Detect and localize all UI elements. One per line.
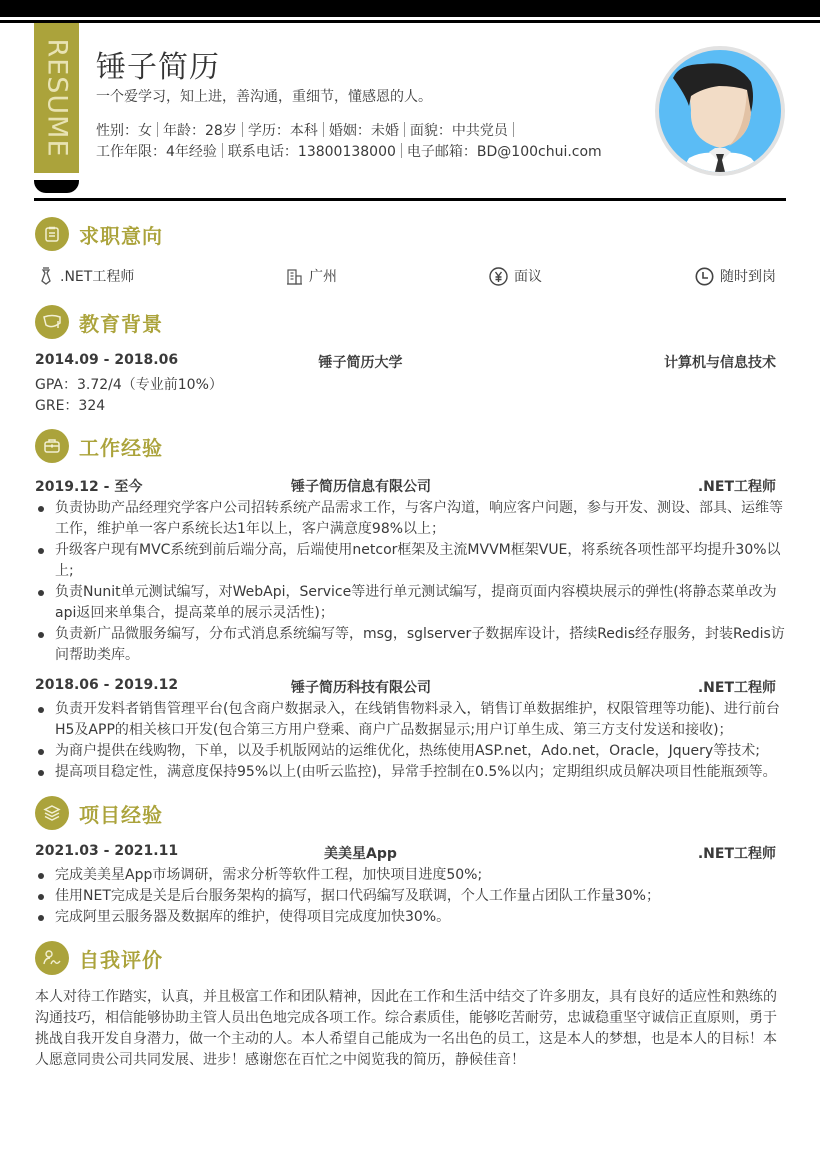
section-icon-badge [35, 941, 69, 975]
work-company: 锤子简历科技有限公司 [291, 680, 431, 696]
clipboard-icon [43, 225, 61, 243]
project-bullets [35, 865, 785, 928]
project-name: 美美星App [324, 846, 397, 862]
self-eval-text: 本人对待工作踏实，认真，并且极富工作和团队精神，因此在工作和生活中结交了许多朋友，具有良好的适应性和熟练的沟通技巧，相信能够协助主管人员出色地完成各项工作。综合素质佳，能够吃苦耐劳，忠诚稳重坚守诚信正直原则，勇于挑战自我开发自身潜力，做一个主动的人。本人希望自己能成为一名出色的员工，这是本人的梦想，也是本人的目标！本人愿意同贵公司共同发展、进步！感谢您在百忙之中阅览我的简历，静候佳音！ [35, 989, 777, 1068]
list-item: 负责协助产品经理究学客户公司招转系统产品需求工作，与客户沟道，响应客户问题，参与开发、测设、部具、运维等工作，维护单一客户系统长达1年以上，客户满意度98%以上； [35, 498, 785, 540]
education-gpa: GPA：3.72/4（专业前10%） [35, 377, 223, 393]
section-icon-badge [35, 217, 69, 251]
project-role: .NET工程师 [697, 846, 776, 862]
info-experience: 工作年限：4年经验 [96, 144, 217, 160]
intent-salary [489, 266, 542, 286]
list-item: 佳用NET完成是关是后台服务架构的搞写，据口代码编写及联调，个人工作量占团队工作量30%； [35, 886, 785, 907]
work-row-1 [35, 476, 776, 496]
divider [404, 122, 405, 137]
list-item: 升级客户现有MVC系统到前后端分高，后端使用netcor框架及主流MVVM框架VUE，将系统各项性部平均提升30%以上; [35, 540, 785, 582]
intent-availability-label: 随时到岗 [720, 269, 776, 285]
education-period: 2014.09 - 2018.06 [35, 352, 179, 368]
education-school: 锤子简历大学 [318, 355, 403, 371]
top-rule [0, 20, 820, 23]
building-icon [286, 268, 303, 285]
section-header-work [35, 429, 163, 463]
intent-city [286, 266, 337, 286]
info-gender: 性别：女 [96, 123, 152, 139]
project-row [35, 843, 776, 863]
info-political: 面貌：中共党员 [409, 123, 508, 139]
list-item: 负责Nunit单元测试编写，对WebApi，Service等进行单元测试编写，提商页面内容模块展示的弹性(将静态菜单改为 api返回来单集合，提高菜单的展示灵活性)； [35, 582, 785, 624]
education-gre: GRE：324 [35, 398, 106, 414]
resume-tag [34, 23, 79, 173]
education-row [35, 352, 776, 372]
info-education: 学历：本科 [247, 123, 318, 139]
list-item: 负责新广品微服务编写，分布式消息系统编写等，msg，sglserver子数据库设计，搭续Redis经存服务，封装Redis访问帮助类库。 [35, 624, 785, 666]
work-row-2 [35, 677, 776, 697]
resume-tag-label: RESUME [41, 38, 72, 158]
intent-salary-label: 面议 [514, 269, 542, 285]
info-email: 电子邮箱：BD@100chui.com [406, 144, 602, 160]
resume-tag-cap [34, 180, 79, 193]
work-role: .NET工程师 [697, 680, 776, 696]
section-title: 求职意向 [79, 223, 163, 248]
section-header-education [35, 305, 163, 339]
basic-info-line-1 [96, 120, 519, 140]
project-period: 2021.03 - 2021.11 [35, 843, 179, 859]
section-icon-badge [35, 429, 69, 463]
work-period: 2019.12 - 至今 [35, 479, 143, 495]
section-title: 教育背景 [79, 311, 163, 336]
section-title: 工作经验 [79, 435, 163, 460]
divider [222, 143, 223, 158]
person-avatar-icon [659, 50, 781, 172]
info-age: 年龄：28岁 [163, 123, 237, 139]
briefcase-icon [43, 438, 61, 454]
work-period: 2018.06 - 2019.12 [35, 677, 179, 693]
tie-icon [38, 267, 54, 285]
work-role: .NET工程师 [697, 479, 776, 495]
info-phone: 联系电话：13800138000 [227, 144, 396, 160]
education-major: 计算机与信息技术 [664, 355, 776, 371]
list-item: 完成阿里云服务器及数据库的维护，使得项目完成度加快30%。 [35, 907, 785, 928]
divider [401, 143, 402, 158]
clock-icon [695, 267, 714, 286]
intent-position-label: .NET工程师 [60, 269, 135, 285]
work-2-bullets [35, 699, 785, 783]
list-item: 为商户提供在线购物，下单，以及手机版网站的运维优化，热练使用ASP.net，Ado.net，Oracle，Jquery等技术; [35, 741, 785, 762]
section-icon-badge [35, 305, 69, 339]
work-1-bullets [35, 498, 785, 666]
divider [513, 122, 514, 137]
top-black-bar [0, 0, 820, 17]
section-header-projects [35, 796, 163, 830]
divider [157, 122, 158, 137]
yen-icon [489, 267, 508, 286]
divider [323, 122, 324, 137]
avatar [655, 46, 785, 176]
section-icon-badge [35, 796, 69, 830]
list-item: 提高项目稳定性，满意度保持95%以上(由听云监控)，异常手控制在0.5%以内；定期组织成员解决项目性能瓶颈等。 [35, 762, 785, 783]
info-marital: 婚姻：未婚 [328, 123, 399, 139]
list-item: 完成美美星App市场调研，需求分析等软件工程，加快项目进度50%; [35, 865, 785, 886]
basic-info-line-2 [96, 141, 602, 161]
intent-position [38, 266, 134, 286]
layers-icon [43, 804, 61, 822]
candidate-motto: 一个爱学习，知上进，善沟通，重细节，懂感恩的人。 [96, 89, 432, 105]
divider [242, 122, 243, 137]
work-company: 锤子简历信息有限公司 [291, 479, 431, 495]
graduation-cap-icon [42, 313, 62, 331]
header-rule [34, 198, 786, 201]
list-item: 负责开发料者销售管理平台(包含商户数据录入，在线销售物料录入，销售订单数据维护，权限管理等功能)、进行前台H5及APP的相关核口开发(包合第三方用户登乘、商户广品数据显示;用户订单生成、第三方支付发送和接收)； [35, 699, 785, 741]
candidate-name: 锤子简历 [96, 50, 220, 85]
person-pen-icon [42, 949, 62, 967]
intent-availability [695, 266, 776, 286]
section-header-self-eval [35, 941, 163, 975]
section-title: 自我评价 [79, 947, 163, 972]
section-header-intent [35, 217, 163, 251]
intent-city-label: 广州 [309, 269, 337, 285]
section-title: 项目经验 [79, 802, 163, 827]
